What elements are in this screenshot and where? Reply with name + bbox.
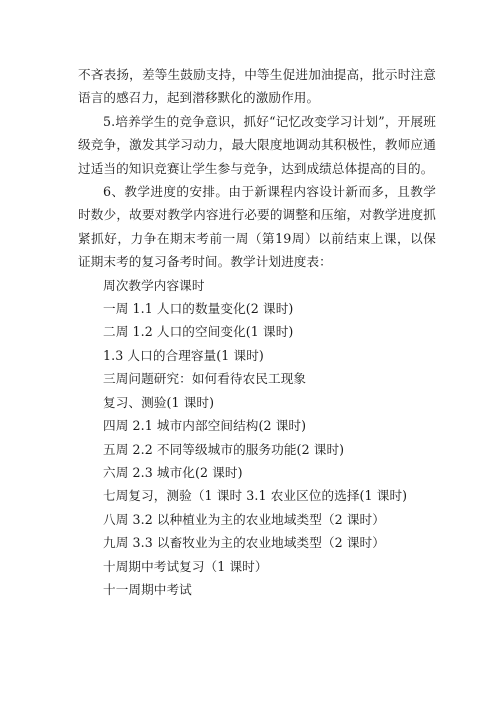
schedule-list xyxy=(78,274,436,602)
schedule-item-week-1: 一周 1.1 人口的数量变化(2 课时) xyxy=(103,301,294,317)
schedule-item-week-5: 五周 2.2 不同等级城市的服务功能(2 课时) xyxy=(103,441,345,457)
schedule-item-week-4: 四周 2.1 城市内部空间结构(2 课时) xyxy=(103,418,307,434)
paragraph-competition-awareness: 5.培养学生的竞争意识，抓好“记忆改变学习计划”，开展班级竞争，激发其学习动力，最大限度地调动其积极性，教师应通过适当的知识竞赛让学生参与竞争，达到成绩总体提高的目的。 xyxy=(78,113,436,176)
schedule-item-week-2: 二周 1.2 人口的空间变化(1 课时) xyxy=(103,324,294,340)
schedule-item-week-6: 六周 2.3 城市化(2 课时) xyxy=(103,464,243,480)
schedule-item-week-8: 八周 3.2 以种植业为主的农业地域类型（2 课时） xyxy=(103,511,385,527)
schedule-item-week-10: 十周期中考试复习（1 课时） xyxy=(103,558,268,574)
schedule-item-week-2-cont: 1.3 人口的合理容量(1 课时) xyxy=(103,347,264,363)
schedule-header: 周次教学内容课时 xyxy=(103,277,205,293)
schedule-item-week-3-cont: 复习、测验(1 课时) xyxy=(103,394,215,410)
paragraph-teaching-schedule: 6、教学进度的安排。由于新课程内容设计新而多，且教学时数少，故要对教学内容进行必要的调整和压缩，对教学进度抓紧抓好，力争在期末考前一周（第19周）以前结束上课，以保证期末考的复习备考时间。教学计划进度表： xyxy=(78,184,436,270)
document-body xyxy=(78,63,436,601)
schedule-item-week-3: 三周问题研究：如何看待农民工现象 xyxy=(103,371,307,387)
schedule-item-week-9: 九周 3.3 以畜牧业为主的农业地域类型（2 课时） xyxy=(103,535,385,551)
paragraph-praise-encouragement: 不吝表扬，差等生鼓励支持，中等生促进加油提高，批示时注意语言的感召力，起到潜移默化的激励作用。 xyxy=(78,67,436,106)
schedule-item-week-11: 十一周期中考试 xyxy=(103,581,192,597)
schedule-item-week-7: 七周复习，测验（1 课时 3.1 农业区位的选择(1 课时) xyxy=(103,488,408,504)
